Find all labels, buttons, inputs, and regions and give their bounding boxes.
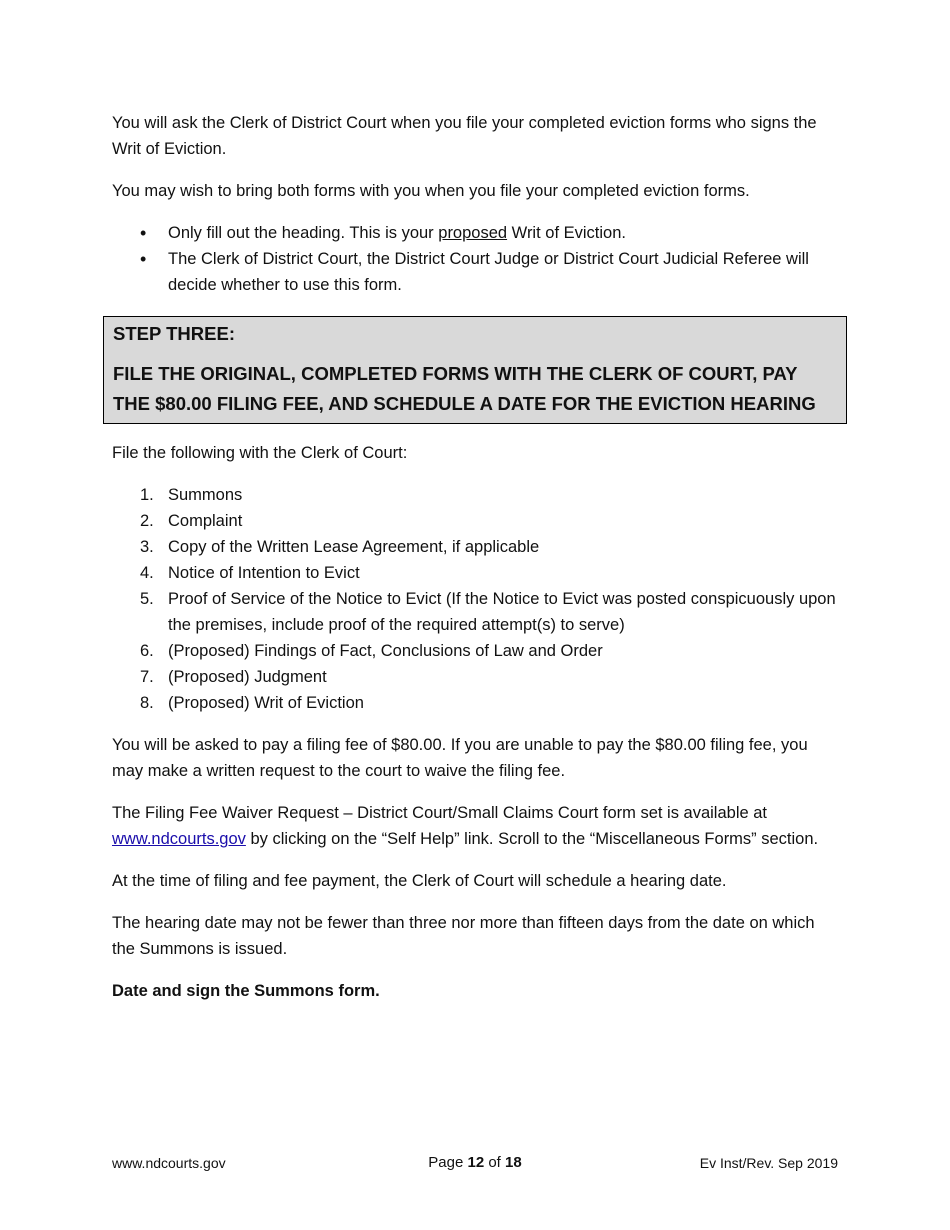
fee-waiver-text-before: The Filing Fee Waiver Request – District Court/Small Claims Court form set is available at bbox=[112, 804, 768, 822]
page-of: of bbox=[488, 1154, 501, 1171]
ndcourts-link[interactable]: www.ndcourts.gov bbox=[112, 830, 246, 848]
file-list bbox=[112, 482, 842, 716]
list-item-text: Proof of Service of the Notice to Evict (If the Notice to Evict was posted conspicuously upon the premises, include proof of the required attempt(s) to serve) bbox=[168, 590, 836, 634]
step-three-box bbox=[103, 316, 847, 424]
footer-website: www.ndcourts.gov bbox=[112, 1155, 226, 1171]
list-item bbox=[112, 664, 842, 690]
page-word: Page bbox=[428, 1154, 464, 1171]
list-item bbox=[112, 586, 842, 638]
page-total: 18 bbox=[505, 1154, 522, 1171]
filing-fee-paragraph: You will be asked to pay a filing fee of $80.00. If you are unable to pay the $80.00 filing fee, you may make a written request to the court to waive the filing fee. bbox=[112, 736, 808, 780]
list-item-number: 1. bbox=[140, 486, 154, 504]
footer-revision: Ev Inst/Rev. Sep 2019 bbox=[699, 1155, 838, 1171]
bullet-item-clerk: • The Clerk of District Court, the District Court Judge or District Court Judicial Referee will decide whether to use this form. bbox=[168, 246, 842, 298]
bullet-item-heading bbox=[168, 220, 842, 246]
list-item bbox=[112, 638, 842, 664]
fee-waiver-paragraph bbox=[112, 800, 842, 852]
hearing-schedule-paragraph: At the time of filing and fee payment, the Clerk of Court will schedule a hearing date. bbox=[112, 872, 727, 890]
instructions-bullet-list bbox=[112, 220, 842, 298]
list-item bbox=[112, 560, 842, 586]
list-item-number: 3. bbox=[140, 538, 154, 556]
bullet-1-underlined-word: proposed bbox=[438, 224, 508, 242]
step-heading: FILE THE ORIGINAL, COMPLETED FORMS WITH THE CLERK OF COURT, PAY THE $80.00 FILING FEE, AND SCHEDULE A DATE FOR THE EVICTION HEARING bbox=[113, 363, 816, 414]
file-list-intro: File the following with the Clerk of Court: bbox=[112, 444, 408, 462]
intro-paragraph-1: You will ask the Clerk of District Court when you file your completed eviction forms who signs the Writ of Eviction. bbox=[112, 114, 817, 158]
list-item-text: (Proposed) Judgment bbox=[168, 668, 327, 686]
list-item-text: Notice of Intention to Evict bbox=[168, 564, 360, 582]
list-item-number: 8. bbox=[140, 694, 154, 712]
hearing-date-paragraph: The hearing date may not be fewer than three nor more than fifteen days from the date on which the Summons is issued. bbox=[112, 914, 815, 958]
list-item-text: (Proposed) Writ of Eviction bbox=[168, 694, 364, 712]
list-item bbox=[112, 690, 842, 716]
list-item-number: 7. bbox=[140, 668, 154, 686]
list-item-text: Copy of the Written Lease Agreement, if applicable bbox=[168, 538, 540, 556]
step-title: STEP THREE: bbox=[113, 323, 235, 344]
fee-waiver-text-after: by clicking on the “Self Help” link. Scroll to the “Miscellaneous Forms” section. bbox=[245, 830, 819, 848]
list-item bbox=[112, 508, 842, 534]
bullet-1-text-before: Only fill out the heading. This is your bbox=[168, 224, 439, 242]
page-current: 12 bbox=[467, 1154, 485, 1171]
intro-paragraph-2: You may wish to bring both forms with you when you file your completed eviction forms. bbox=[112, 182, 750, 200]
list-item-text: (Proposed) Findings of Fact, Conclusions of Law and Order bbox=[168, 642, 603, 660]
list-item-number: 5. bbox=[140, 590, 154, 608]
list-item bbox=[112, 482, 842, 508]
page-footer bbox=[112, 1151, 838, 1175]
list-item-text: Summons bbox=[168, 486, 243, 504]
list-item-number: 6. bbox=[140, 642, 154, 660]
list-item bbox=[112, 534, 842, 560]
list-item-number: 4. bbox=[140, 564, 154, 582]
bullet-1-text-after: Writ of Eviction. bbox=[507, 224, 626, 242]
list-item-number: 2. bbox=[140, 512, 154, 530]
document-page bbox=[112, 110, 842, 1020]
sign-summons-instruction: Date and sign the Summons form. bbox=[112, 982, 380, 1000]
list-item-text: Complaint bbox=[168, 512, 243, 530]
